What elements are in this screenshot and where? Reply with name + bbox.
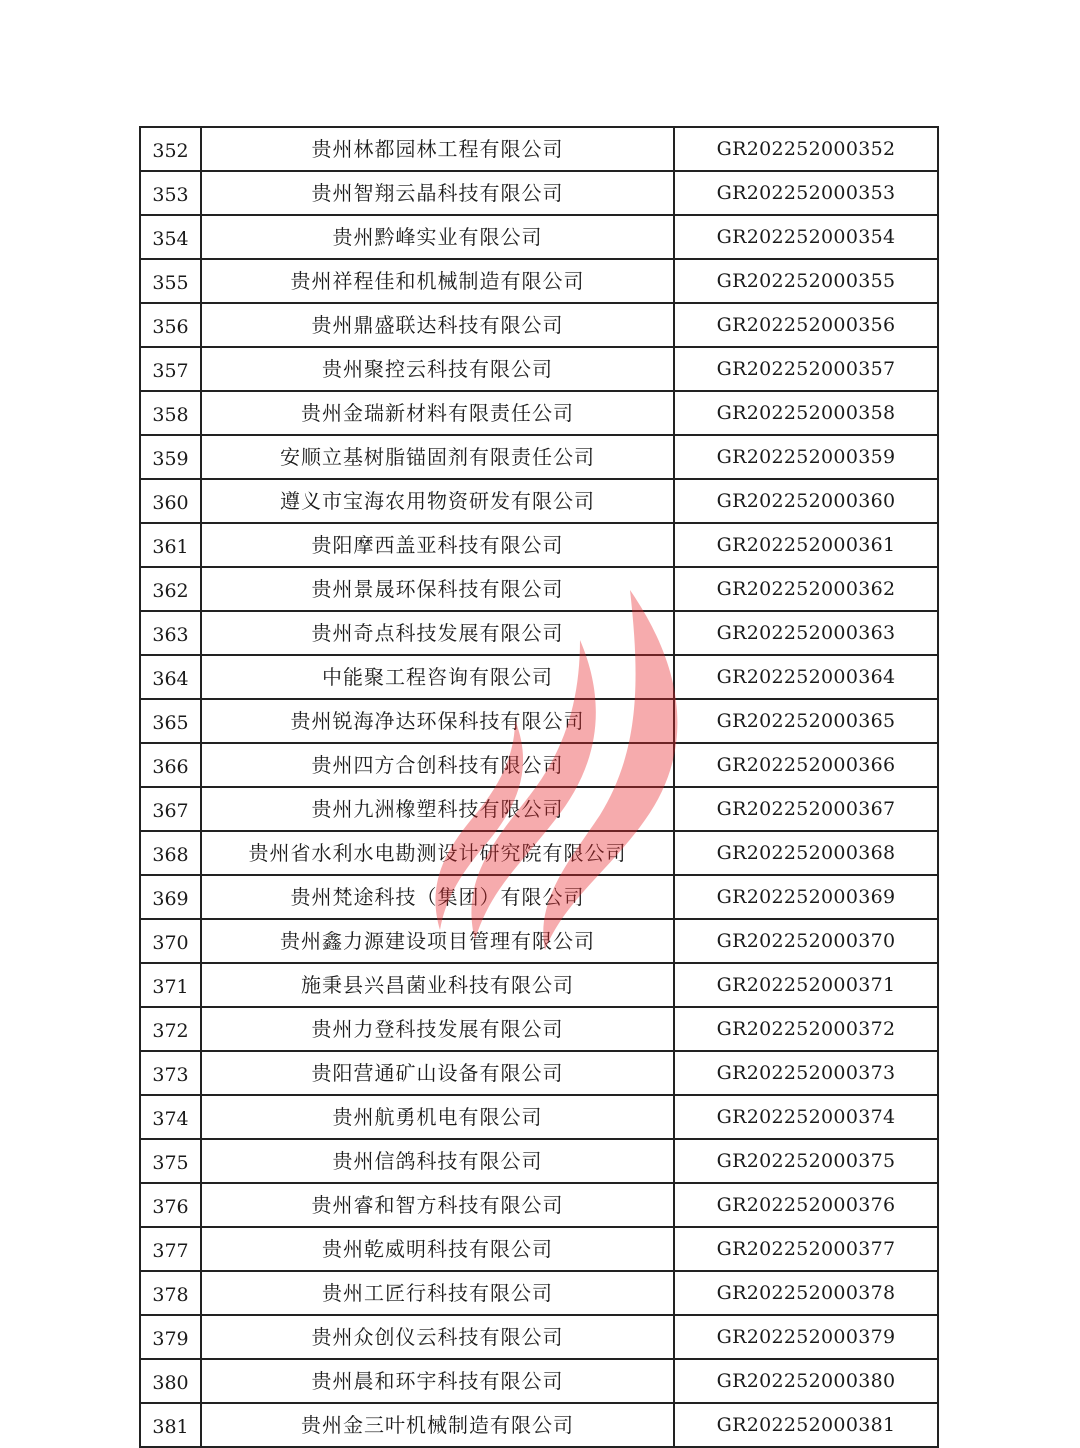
row-number-cell: 355: [140, 259, 201, 303]
certificate-code-cell: GR202252000354: [674, 215, 938, 259]
company-name-cell: 贵州九洲橡塑科技有限公司: [201, 787, 674, 831]
row-number-cell: 353: [140, 171, 201, 215]
row-number-cell: 377: [140, 1227, 201, 1271]
row-number-cell: 381: [140, 1403, 201, 1447]
table-row: [140, 1139, 938, 1183]
row-number-cell: 360: [140, 479, 201, 523]
certificate-code-cell: GR202252000376: [674, 1183, 938, 1227]
table-row: [140, 523, 938, 567]
certificate-code-cell: GR202252000371: [674, 963, 938, 1007]
row-number-cell: 370: [140, 919, 201, 963]
row-number-cell: 372: [140, 1007, 201, 1051]
company-name-cell: 贵州锐海净达环保科技有限公司: [201, 699, 674, 743]
company-name-cell: 贵州奇点科技发展有限公司: [201, 611, 674, 655]
company-name-cell: 贵州梵途科技（集团）有限公司: [201, 875, 674, 919]
table-row: [140, 567, 938, 611]
table-row: [140, 875, 938, 919]
row-number-cell: 378: [140, 1271, 201, 1315]
row-number-cell: 359: [140, 435, 201, 479]
table-row: [140, 611, 938, 655]
row-number-cell: 366: [140, 743, 201, 787]
row-number-cell: 362: [140, 567, 201, 611]
company-name-cell: 贵阳摩西盖亚科技有限公司: [201, 523, 674, 567]
row-number-cell: 368: [140, 831, 201, 875]
company-name-cell: 贵州祥程佳和机械制造有限公司: [201, 259, 674, 303]
row-number-cell: 364: [140, 655, 201, 699]
table-row: [140, 1183, 938, 1227]
table-row: [140, 963, 938, 1007]
certificate-code-cell: GR202252000366: [674, 743, 938, 787]
certificate-code-cell: GR202252000359: [674, 435, 938, 479]
table-row: [140, 391, 938, 435]
row-number-cell: 375: [140, 1139, 201, 1183]
certificate-code-cell: GR202252000380: [674, 1359, 938, 1403]
table-row: [140, 479, 938, 523]
row-number-cell: 373: [140, 1051, 201, 1095]
certificate-code-cell: GR202252000364: [674, 655, 938, 699]
certificate-code-cell: GR202252000369: [674, 875, 938, 919]
row-number-cell: 361: [140, 523, 201, 567]
row-number-cell: 367: [140, 787, 201, 831]
table-row: [140, 127, 938, 171]
table-row: [140, 259, 938, 303]
table-row: [140, 655, 938, 699]
company-name-cell: 贵州睿和智方科技有限公司: [201, 1183, 674, 1227]
company-name-cell: 贵州省水利水电勘测设计研究院有限公司: [201, 831, 674, 875]
table-row: [140, 435, 938, 479]
certificate-code-cell: GR202252000370: [674, 919, 938, 963]
row-number-cell: 369: [140, 875, 201, 919]
row-number-cell: 365: [140, 699, 201, 743]
certificate-code-cell: GR202252000379: [674, 1315, 938, 1359]
company-name-cell: 贵州信鸽科技有限公司: [201, 1139, 674, 1183]
company-name-cell: 施秉县兴昌菌业科技有限公司: [201, 963, 674, 1007]
company-name-cell: 贵州景晟环保科技有限公司: [201, 567, 674, 611]
certificate-code-cell: GR202252000362: [674, 567, 938, 611]
company-name-cell: 贵州航勇机电有限公司: [201, 1095, 674, 1139]
row-number-cell: 379: [140, 1315, 201, 1359]
table-row: [140, 215, 938, 259]
certificate-code-cell: GR202252000352: [674, 127, 938, 171]
row-number-cell: 371: [140, 963, 201, 1007]
table-body: [140, 127, 938, 1447]
company-name-cell: 贵州黔峰实业有限公司: [201, 215, 674, 259]
enterprise-list-table: [139, 126, 939, 1448]
company-name-cell: 贵州四方合创科技有限公司: [201, 743, 674, 787]
certificate-code-cell: GR202252000360: [674, 479, 938, 523]
table-row: [140, 171, 938, 215]
row-number-cell: 357: [140, 347, 201, 391]
table-row: [140, 1007, 938, 1051]
certificate-code-cell: GR202252000368: [674, 831, 938, 875]
company-name-cell: 贵州力登科技发展有限公司: [201, 1007, 674, 1051]
certificate-code-cell: GR202252000372: [674, 1007, 938, 1051]
company-name-cell: 贵阳营通矿山设备有限公司: [201, 1051, 674, 1095]
company-name-cell: 贵州鼎盛联达科技有限公司: [201, 303, 674, 347]
certificate-code-cell: GR202252000353: [674, 171, 938, 215]
certificate-code-cell: GR202252000374: [674, 1095, 938, 1139]
certificate-code-cell: GR202252000377: [674, 1227, 938, 1271]
company-name-cell: 贵州林都园林工程有限公司: [201, 127, 674, 171]
certificate-code-cell: GR202252000358: [674, 391, 938, 435]
row-number-cell: 363: [140, 611, 201, 655]
certificate-code-cell: GR202252000357: [674, 347, 938, 391]
table-row: [140, 1051, 938, 1095]
table-row: [140, 1315, 938, 1359]
table-row: [140, 743, 938, 787]
row-number-cell: 354: [140, 215, 201, 259]
certificate-code-cell: GR202252000356: [674, 303, 938, 347]
certificate-code-cell: GR202252000355: [674, 259, 938, 303]
row-number-cell: 374: [140, 1095, 201, 1139]
certificate-code-cell: GR202252000381: [674, 1403, 938, 1447]
company-name-cell: 贵州智翔云晶科技有限公司: [201, 171, 674, 215]
certificate-code-cell: GR202252000373: [674, 1051, 938, 1095]
table-row: [140, 347, 938, 391]
row-number-cell: 380: [140, 1359, 201, 1403]
row-number-cell: 376: [140, 1183, 201, 1227]
table-row: [140, 787, 938, 831]
company-name-cell: 贵州众创仪云科技有限公司: [201, 1315, 674, 1359]
company-name-cell: 贵州晨和环宇科技有限公司: [201, 1359, 674, 1403]
table-row: [140, 1359, 938, 1403]
company-name-cell: 贵州鑫力源建设项目管理有限公司: [201, 919, 674, 963]
company-name-cell: 贵州金瑞新材料有限责任公司: [201, 391, 674, 435]
company-name-cell: 贵州聚控云科技有限公司: [201, 347, 674, 391]
table-row: [140, 1403, 938, 1447]
company-name-cell: 中能聚工程咨询有限公司: [201, 655, 674, 699]
company-name-cell: 贵州金三叶机械制造有限公司: [201, 1403, 674, 1447]
table-row: [140, 831, 938, 875]
company-name-cell: 安顺立基树脂锚固剂有限责任公司: [201, 435, 674, 479]
certificate-code-cell: GR202252000367: [674, 787, 938, 831]
certificate-code-cell: GR202252000378: [674, 1271, 938, 1315]
table-row: [140, 1095, 938, 1139]
table-row: [140, 919, 938, 963]
table-row: [140, 699, 938, 743]
table-row: [140, 303, 938, 347]
table-row: [140, 1271, 938, 1315]
certificate-code-cell: GR202252000365: [674, 699, 938, 743]
company-name-cell: 贵州工匠行科技有限公司: [201, 1271, 674, 1315]
table-row: [140, 1227, 938, 1271]
row-number-cell: 352: [140, 127, 201, 171]
company-name-cell: 贵州乾威明科技有限公司: [201, 1227, 674, 1271]
certificate-code-cell: GR202252000363: [674, 611, 938, 655]
company-name-cell: 遵义市宝海农用物资研发有限公司: [201, 479, 674, 523]
row-number-cell: 358: [140, 391, 201, 435]
certificate-code-cell: GR202252000375: [674, 1139, 938, 1183]
row-number-cell: 356: [140, 303, 201, 347]
certificate-code-cell: GR202252000361: [674, 523, 938, 567]
